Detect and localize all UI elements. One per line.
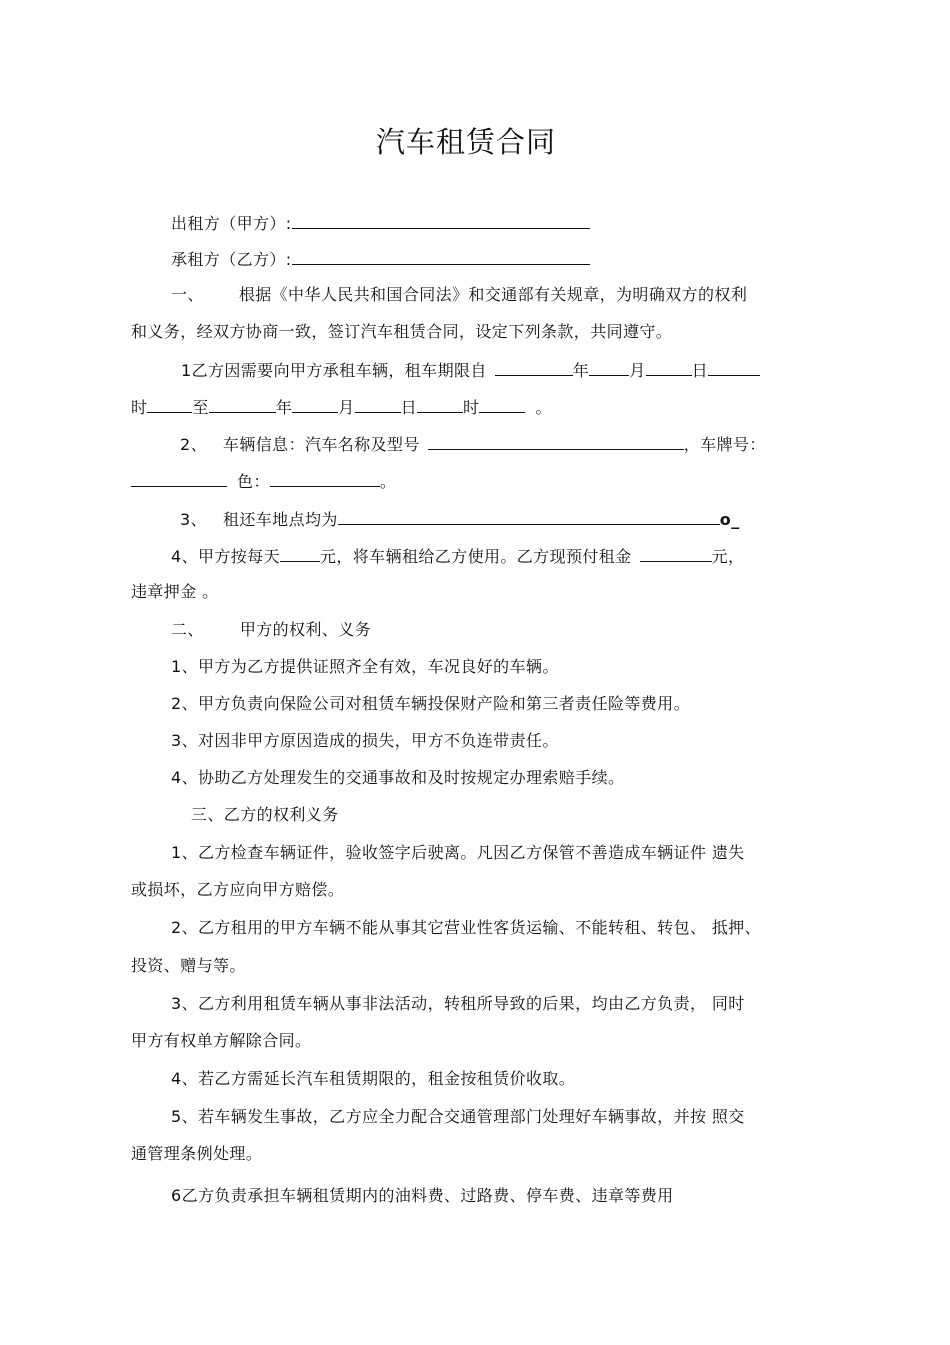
clause2-number: 2、 [180, 435, 207, 454]
end-hour-blank[interactable] [147, 396, 192, 413]
month-label: 月 [629, 361, 646, 380]
section1-intro-text1: 根据《中华人民共和国合同法》和交通部有关规章，为明确双方的权利 [238, 285, 748, 304]
section3-item5-line2: 通管理条例处理。 [131, 1144, 263, 1163]
end-day-blank[interactable] [355, 396, 401, 413]
daily-rent-blank[interactable] [280, 545, 320, 562]
clause2-text: 车辆信息：汽车名称及型号 [222, 435, 420, 454]
lessee-label: 承租方（乙方）: [171, 250, 292, 269]
section1-number: 一、 [171, 285, 204, 304]
plate-label: ，车牌号： [683, 435, 766, 454]
clause3-text: 租还车地点均为 [222, 510, 338, 529]
clause4-text-a: 4、甲方按每天 [171, 547, 280, 566]
day-label: 日 [691, 361, 708, 380]
month2-label: 月 [338, 398, 355, 417]
location-blank[interactable] [338, 508, 720, 525]
clause2-line2 [131, 470, 396, 492]
section2-item: 2、甲方负责向保险公司对租赁车辆投保财产险和第三者责任险等费用。 [171, 694, 690, 713]
end-hour2-blank[interactable] [417, 396, 463, 413]
end-hour3-blank[interactable] [479, 396, 525, 413]
section3-item2-line1: 2、乙方租用的甲方车辆不能从事其它营业性客货运输、不能转租、转包、 抵押、 [171, 918, 762, 937]
clause2-line1 [180, 433, 766, 455]
section2-item: 3、对因非甲方原因造成的损失，甲方不负连带责任。 [171, 731, 559, 750]
start-day-blank[interactable] [646, 359, 692, 376]
lessor-line [171, 212, 590, 234]
section2-number: 二、 [171, 620, 204, 639]
clause3-number: 3、 [180, 510, 207, 529]
clause1-line2 [131, 396, 552, 418]
start-year-blank[interactable] [495, 359, 573, 376]
color-blank[interactable] [270, 470, 380, 487]
year2-label: 年 [275, 398, 293, 417]
clause1-text: 1乙方因需要向甲方承租车辆，租车期限自 [181, 361, 487, 380]
year-label: 年 [572, 361, 590, 380]
section3-item3-line2: 甲方有权单方解除合同。 [131, 1031, 312, 1050]
section3-item1-line2: 或损坏，乙方应向甲方赔偿。 [131, 880, 345, 899]
start-month-blank[interactable] [589, 359, 629, 376]
section3-item2-line2: 投资、赠与等。 [131, 956, 246, 975]
color-label: 色： [237, 472, 270, 491]
section2-title: 甲方的权利、义务 [239, 620, 372, 639]
lessee-line [171, 248, 590, 270]
clause4-line1 [171, 545, 744, 567]
section3-heading: 三、乙方的权利义务 [191, 805, 339, 824]
section2-heading [171, 620, 371, 640]
section3-item1-line1: 1、乙方检查车辆证件，验收签字后驶离。凡因乙方保管不善造成车辆证件 遗失 [171, 843, 745, 862]
clause4-text-b: 元，将车辆租给乙方使用。乙方现预付租金 [319, 547, 632, 566]
section1-intro-line1 [171, 285, 747, 305]
prepaid-rent-blank[interactable] [640, 545, 712, 562]
hour-label: 时 [131, 398, 148, 417]
car-model-blank[interactable] [428, 433, 684, 450]
to-label: 至 [192, 398, 209, 417]
lessor-label: 出租方（甲方）: [171, 214, 292, 233]
day2-label: 日 [400, 398, 418, 417]
section1-intro-line2: 和义务，经双方协商一致，签订汽车租赁合同，设定下列条款，共同遵守。 [131, 322, 673, 341]
page-title: 汽车租赁合同 [375, 125, 556, 159]
clause1-line1 [181, 359, 760, 381]
clause4-line2: 违章押金 。 [131, 582, 219, 601]
section3-item5-line1: 5、若车辆发生事故，乙方应全力配合交通管理部门处理好车辆事故，并按 照交 [171, 1107, 745, 1126]
section2-item: 1、甲方为乙方提供证照齐全有效，车况良好的车辆。 [171, 657, 559, 676]
start-hour-blank[interactable] [708, 359, 760, 376]
lessee-blank[interactable] [292, 248, 590, 265]
section2-item: 4、协助乙方处理发生的交通事故和及时按规定办理索赔手续。 [171, 768, 625, 787]
end-month-blank[interactable] [292, 396, 338, 413]
section3-item4: 4、若乙方需延长汽车租赁期限的，租金按租赁价收取。 [171, 1069, 576, 1088]
hour2-label: 时 [463, 398, 480, 417]
clause1-end: 。 [535, 398, 552, 417]
section3-item6: 6乙方负责承担车辆租赁期内的油料费、过路费、停车费、违章等费用 [171, 1186, 674, 1205]
clause2-end: 。 [379, 472, 397, 491]
clause4-text-c: 元， [711, 547, 745, 566]
section3-item3-line1: 3、乙方利用租赁车辆从事非法活动，转租所导致的后果，均由乙方负责， 同时 [171, 994, 745, 1013]
end-year-blank[interactable] [209, 396, 276, 413]
clause3-end: o_ [719, 510, 740, 529]
lessor-blank[interactable] [292, 212, 590, 229]
plate-blank[interactable] [131, 470, 227, 487]
clause3-line [180, 508, 740, 530]
